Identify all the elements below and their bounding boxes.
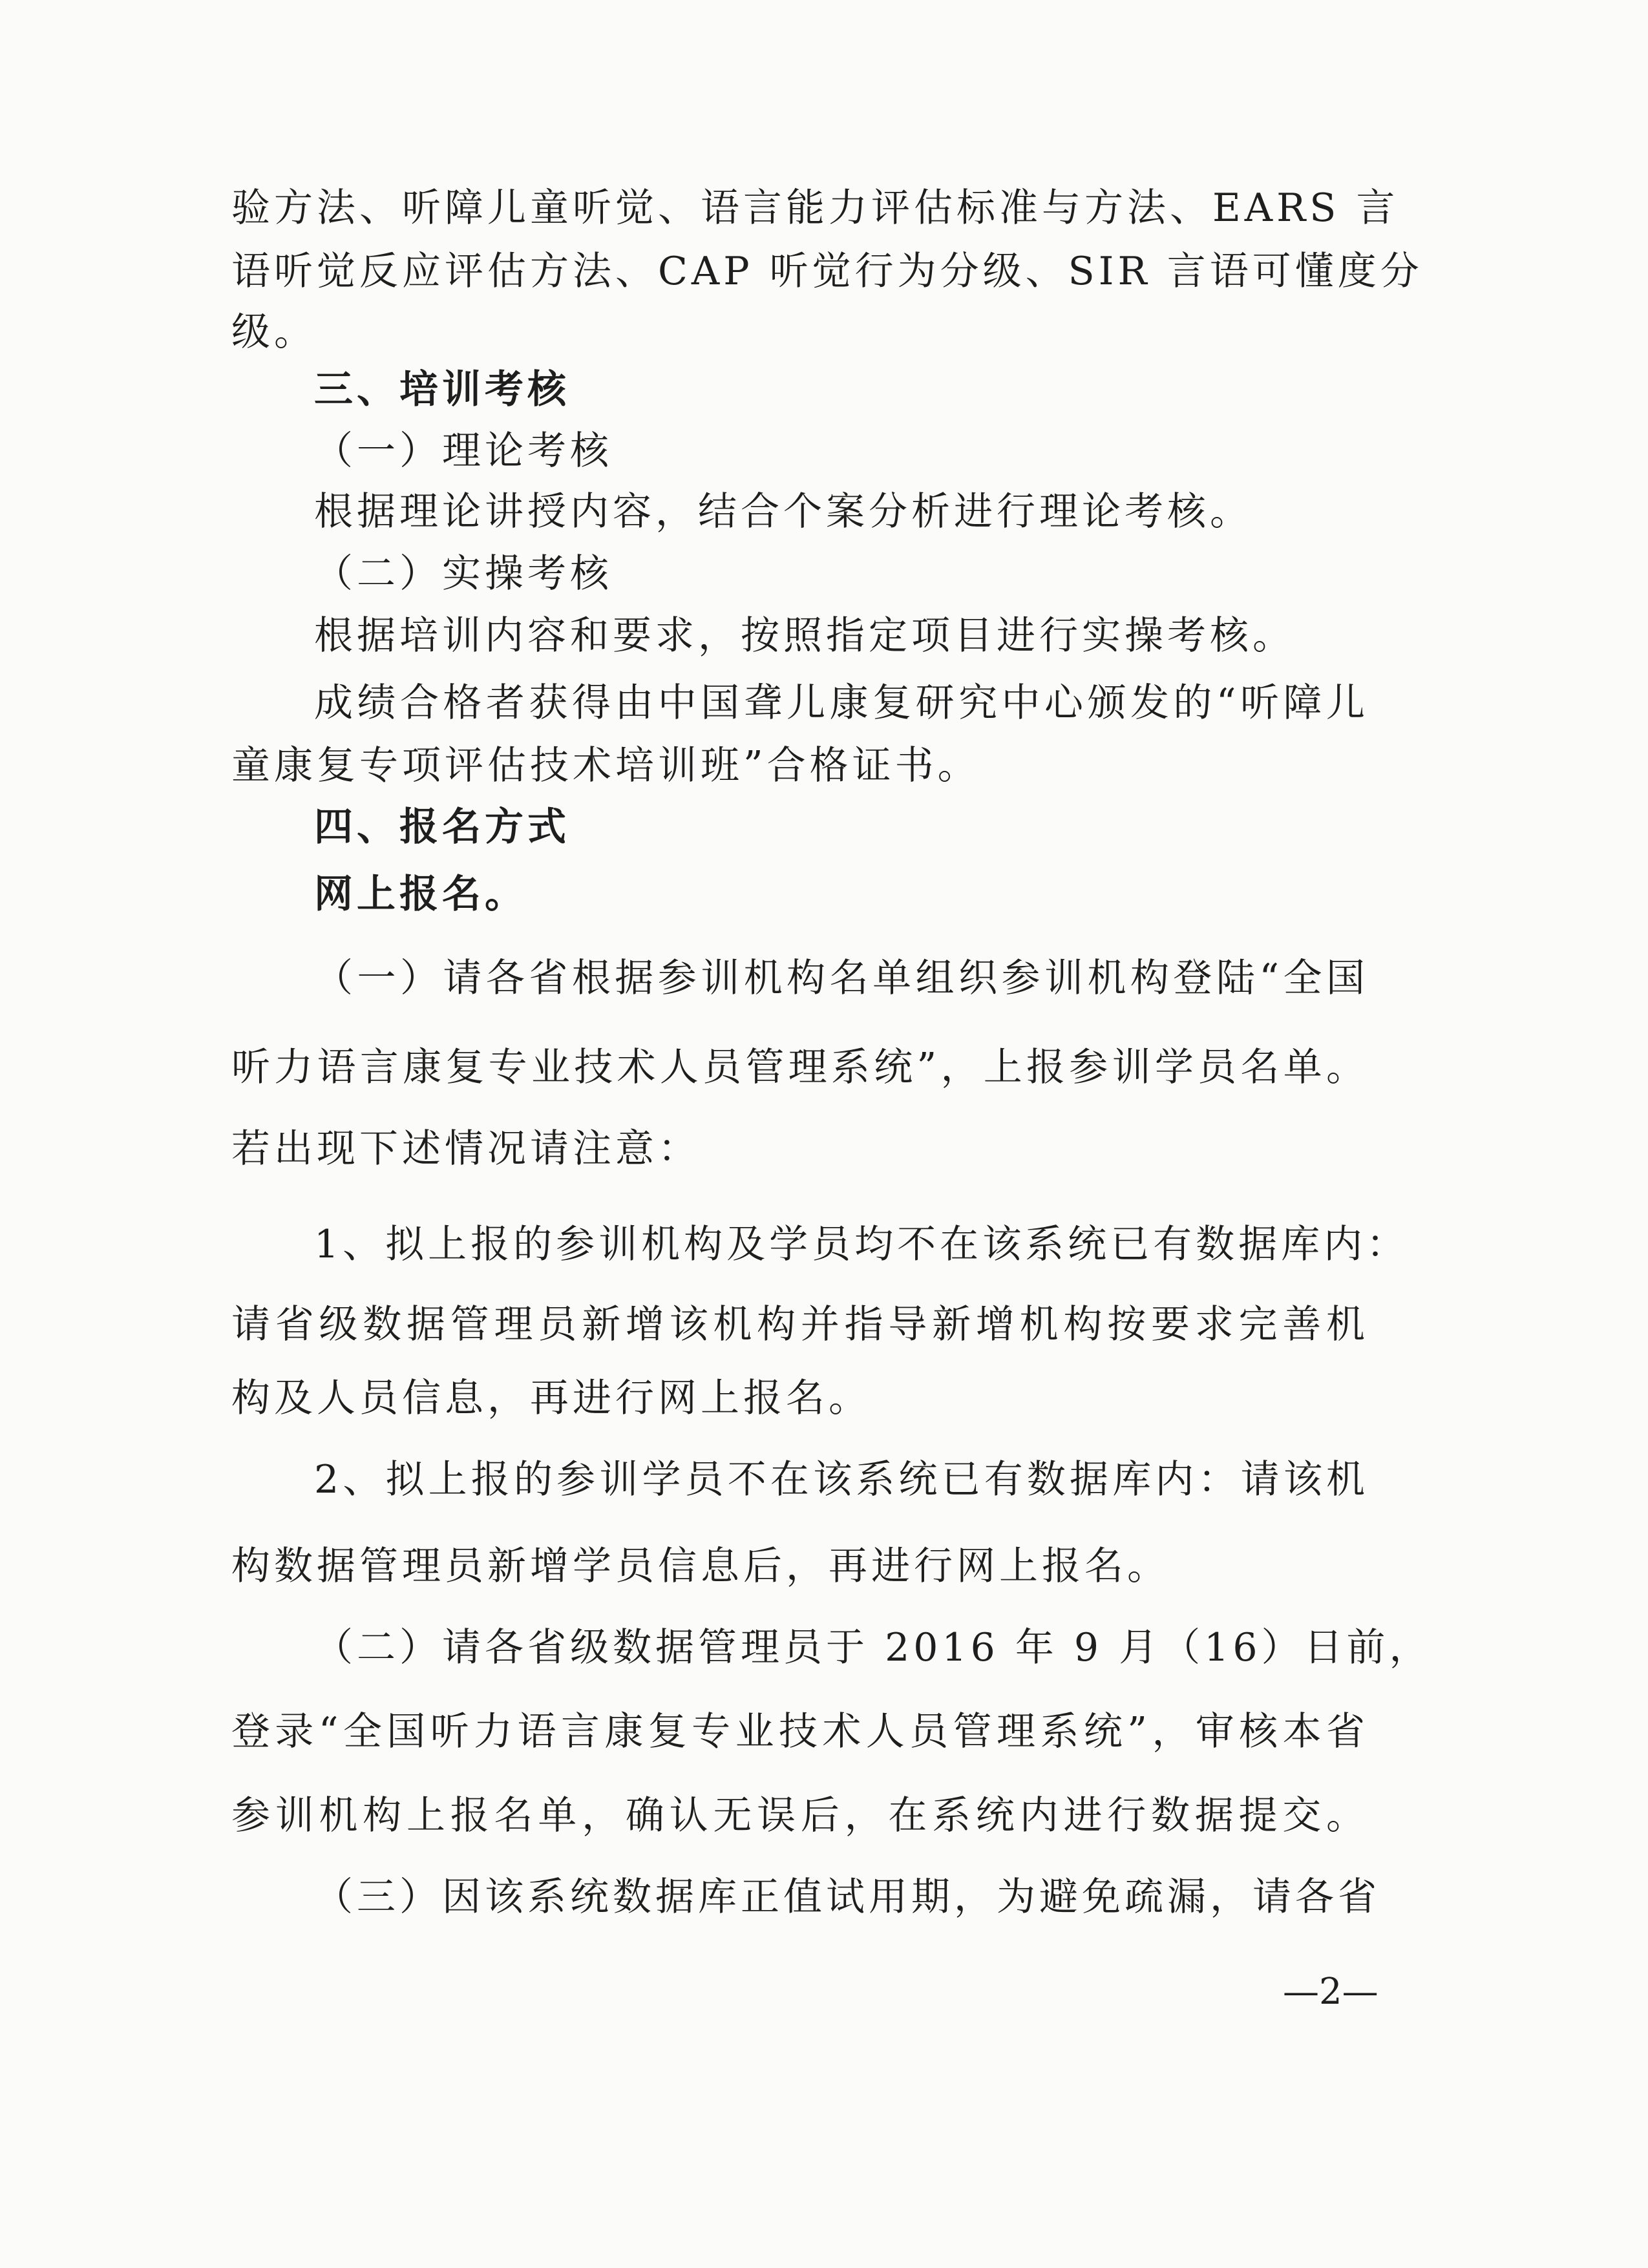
body-text-line: 若出现下述情况请注意： [231, 1126, 701, 1171]
body-text-line: 童康复专项评估技术培训班”合格证书。 [231, 743, 980, 788]
body-text-line: 构及人员信息，再进行网上报名。 [231, 1376, 871, 1421]
page-number: —2— [1283, 1971, 1379, 2013]
body-text-line: 验方法、听障儿童听觉、语言能力评估标准与方法、EARS 言 [231, 185, 1399, 231]
body-text-line: 根据培训内容和要求，按照指定项目进行实操考核。 [314, 613, 1295, 658]
body-text-line: 听力语言康复专业技术人员管理系统”，上报参训学员名单。 [231, 1045, 1369, 1090]
body-text-line: 登录“全国听力语言康复专业技术人员管理系统”，审核本省 [231, 1709, 1369, 1754]
body-text-line: 1、拟上报的参训机构及学员均不在该系统已有数据库内： [314, 1222, 1410, 1267]
section-heading: 四、报名方式 [314, 804, 570, 850]
subsection-heading: （二）实操考核 [314, 551, 613, 596]
section-heading: 三、培训考核 [314, 367, 570, 412]
body-text-line: 请省级数据管理员新增该机构并指导新增机构按要求完善机 [231, 1302, 1369, 1347]
body-text-line: 语听觉反应评估方法、CAP 听觉行为分级、SIR 言语可懂度分 [231, 249, 1423, 294]
body-text-line: 根据理论讲授内容，结合个案分析进行理论考核。 [314, 489, 1252, 534]
body-text-line: 构数据管理员新增学员信息后，再进行网上报名。 [231, 1544, 1170, 1589]
body-text-line: 网上报名。 [314, 872, 527, 917]
body-text-line: （二）请各省级数据管理员于 2016 年 9 月（16）日前， [314, 1625, 1432, 1670]
body-text-line: （一）请各省根据参训机构名单组织参训机构登陆“全国 [314, 956, 1369, 1001]
body-text-line: 2、拟上报的参训学员不在该系统已有数据库内：请该机 [314, 1457, 1369, 1502]
body-text-line: （三）因该系统数据库正值试用期，为避免疏漏，请各省 [314, 1874, 1380, 1920]
body-text-line: 级。 [231, 310, 317, 355]
body-text-line: 参训机构上报名单，确认无误后，在系统内进行数据提交。 [231, 1793, 1369, 1838]
subsection-heading: （一）理论考核 [314, 428, 613, 474]
body-text-line: 成绩合格者获得由中国聋儿康复研究中心颁发的“听障儿 [314, 680, 1369, 726]
